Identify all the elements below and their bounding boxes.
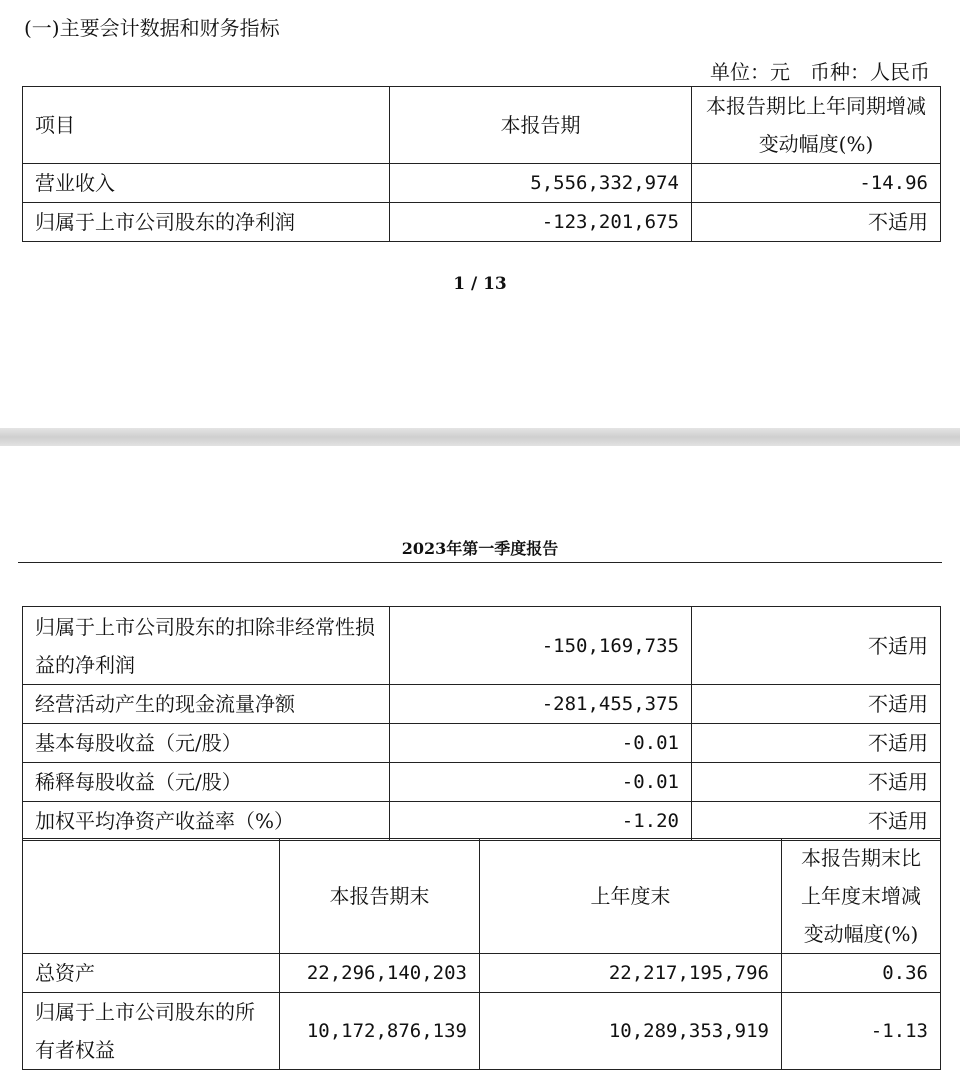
row-prior-year-end: 10,289,353,919 [480,993,782,1070]
row-change: 不适用 [692,607,941,685]
header-change-pct: 本报告期末比上年度末增减变动幅度(%) [782,839,941,954]
table-row [23,802,941,841]
row-prior-year-end: 22,217,195,796 [480,954,782,993]
row-value: 5,556,332,974 [390,164,692,203]
row-label: 归属于上市公司股东的所有者权益 [23,993,280,1070]
table-row [23,763,941,802]
table-header-row [23,87,941,164]
row-value: -123,201,675 [390,203,692,242]
row-value: -0.01 [390,763,692,802]
row-change: 不适用 [692,203,941,242]
row-label: 归属于上市公司股东的净利润 [23,203,390,242]
header-period-end: 本报告期末 [280,839,480,954]
row-value: -281,455,375 [390,685,692,724]
row-change: 不适用 [692,724,941,763]
page-separator [0,428,960,446]
balance-sheet-table [22,838,941,1070]
document-page-1 [0,0,960,428]
key-financials-table-continued [22,606,941,841]
report-header: 2023年第一季度报告 [401,539,559,558]
key-financials-table-top [22,86,941,242]
row-value: -0.01 [390,724,692,763]
row-value: -1.20 [390,802,692,841]
row-change: 0.36 [782,954,941,993]
section-title: (一)主要会计数据和财务指标 [24,16,280,40]
row-period-end: 10,172,876,139 [280,993,480,1070]
header-current-period: 本报告期 [390,87,692,164]
row-label: 归属于上市公司股东的扣除非经常性损益的净利润 [23,607,390,685]
table-row [23,164,941,203]
table-row [23,993,941,1070]
document-page-2 [0,446,960,1080]
row-change: -14.96 [692,164,941,203]
row-change: 不适用 [692,685,941,724]
row-label: 稀释每股收益（元/股） [23,763,390,802]
unit-currency-line: 单位：元 币种：人民币 [710,60,930,84]
table-header-row [23,839,941,954]
row-label: 总资产 [23,954,280,993]
row-label: 经营活动产生的现金流量净额 [23,685,390,724]
table-row [23,724,941,763]
row-label: 基本每股收益（元/股） [23,724,390,763]
table-row [23,954,941,993]
table-row [23,203,941,242]
table-row [23,685,941,724]
table-row [23,607,941,685]
header-item: 项目 [23,87,390,164]
row-value: -150,169,735 [390,607,692,685]
row-period-end: 22,296,140,203 [280,954,480,993]
row-change: -1.13 [782,993,941,1070]
row-change: 不适用 [692,763,941,802]
header-blank [23,839,280,954]
page-number: 1 / 13 [453,274,507,294]
header-yoy-change: 本报告期比上年同期增减变动幅度(%) [692,87,941,164]
row-change: 不适用 [692,802,941,841]
row-label: 营业收入 [23,164,390,203]
row-label: 加权平均净资产收益率（%） [23,802,390,841]
header-prior-year-end: 上年度末 [480,839,782,954]
header-rule [18,562,942,563]
